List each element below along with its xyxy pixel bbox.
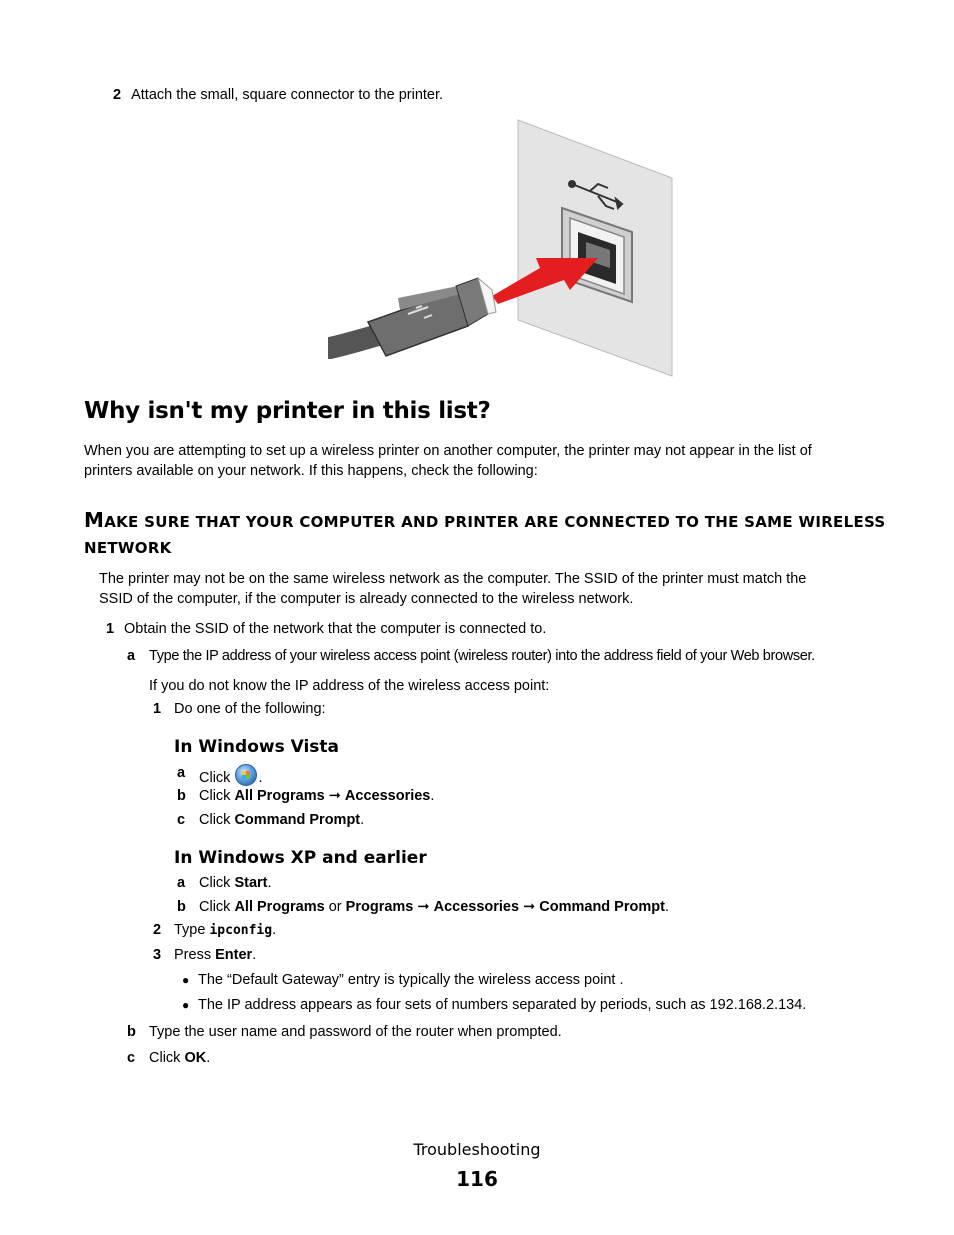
substep-3 [153,946,257,965]
step-number: 3 [153,947,162,963]
intro-paragraph [84,442,812,481]
vista-heading: In Windows Vista [174,737,340,757]
menu-programs: Programs [345,899,414,915]
step-text [199,874,272,893]
or-word: or [328,899,342,915]
step-letter: a [127,648,136,664]
section-paragraph [99,570,806,609]
step-text: Type the IP address of your wireless access point (wireless router) into the address field of your Web browser. [149,648,815,664]
arrow-icon: ➞ [523,899,536,915]
footer-section-label: Troubleshooting [413,1140,541,1159]
type-word: Type [174,922,206,938]
key-enter: Enter [215,947,253,963]
bullet-text: The IP address appears as four sets of numbers separated by periods, such as 192.168.2.134. [198,997,807,1013]
step-1 [106,620,547,639]
step-2 [113,86,443,105]
substep-2 [153,921,277,940]
step-letter: c [177,812,186,828]
section-heading-text: AKE SURE THAT YOUR COMPUTER AND PRINTER ARE CONNECTED TO THE SAME WIRELESS [104,513,886,531]
step-text [199,898,669,917]
step-letter: c [127,1050,136,1066]
menu-accessories: Accessories [433,899,520,915]
click-word: Click [149,1050,181,1066]
step-text: Attach the small, square connector to the printer. [131,87,444,103]
menu-all-programs: All Programs [234,899,325,915]
step-1a [127,647,815,666]
click-word: Click [199,875,231,891]
bullet-item [182,996,807,1015]
bullet-item [182,971,624,990]
menu-command-prompt: Command Prompt [539,899,665,915]
step-end: . [272,922,277,938]
step-1b [127,1023,562,1042]
arrow-icon: ➞ [328,788,341,804]
step-end: . [206,1050,211,1066]
vista-step-b [177,787,435,806]
menu-accessories: Accessories [344,788,431,804]
step-text: Obtain the SSID of the network that the computer is connected to. [124,621,547,637]
section-heading-initial: M [84,508,105,532]
bullet-dot-icon: ● [182,973,190,987]
step-end: . [664,899,669,915]
button-ok: OK [184,1050,207,1066]
click-word: Click [199,770,231,786]
page-title: Why isn't my printer in this list? [84,398,491,424]
section-paragraph-line: The printer may not be on the same wireless network as the computer. The SSID of the printer must match the [99,571,807,587]
xp-step-a [177,874,272,893]
usb-connection-illustration [328,118,674,378]
vista-step-c [177,811,365,830]
section-heading [84,508,886,532]
step-text [174,921,276,940]
step-text [149,1049,210,1068]
substep-1 [153,700,326,719]
step-letter: b [127,1024,136,1040]
page-number: 116 [456,1167,498,1191]
arrow-icon: ➞ [417,899,430,915]
windows-start-icon [235,764,257,786]
step-text [199,787,434,806]
xp-step-b [177,898,669,917]
bullet-text: The “Default Gateway” entry is typically the wireless access point . [198,972,624,988]
step-letter: a [177,875,186,891]
step-letter: b [177,899,186,915]
step-number: 1 [106,621,115,637]
bullet-dot-icon: ● [182,998,190,1012]
step-number: 1 [153,701,162,717]
step-letter: a [177,765,186,781]
press-word: Press [174,947,212,963]
step-number: 2 [153,922,162,938]
intro-line: printers available on your network. If this happens, check the following: [84,462,538,479]
step-text: Type the user name and password of the router when prompted. [149,1024,562,1040]
step-1c [127,1049,211,1068]
step-end: . [267,875,272,891]
step-end: . [252,947,257,963]
section-paragraph-line: SSID of the computer, if the computer is already connected to the wireless network. [99,590,634,607]
xp-heading: In Windows XP and earlier [174,848,427,868]
section-heading-line2: NETWORK [84,539,172,557]
step-end: . [258,770,263,786]
step-text: Do one of the following: [174,701,326,717]
step-text [174,946,256,965]
step-end: . [360,812,365,828]
step-end: . [430,788,435,804]
click-word: Click [199,788,231,804]
step-text [199,811,364,830]
step-letter: b [177,788,186,804]
step-1a-note: If you do not know the IP address of the wireless access point: [149,678,550,694]
click-word: Click [199,812,231,828]
menu-command-prompt: Command Prompt [234,812,361,828]
menu-start: Start [234,875,268,891]
step-text [199,764,262,788]
step-number: 2 [113,87,122,103]
menu-all-programs: All Programs [234,788,325,804]
click-word: Click [199,899,231,915]
vista-step-a [177,764,263,786]
command-ipconfig: ipconfig [209,923,273,938]
intro-line: When you are attempting to set up a wireless printer on another computer, the printer may not appear in the list of [84,443,812,459]
